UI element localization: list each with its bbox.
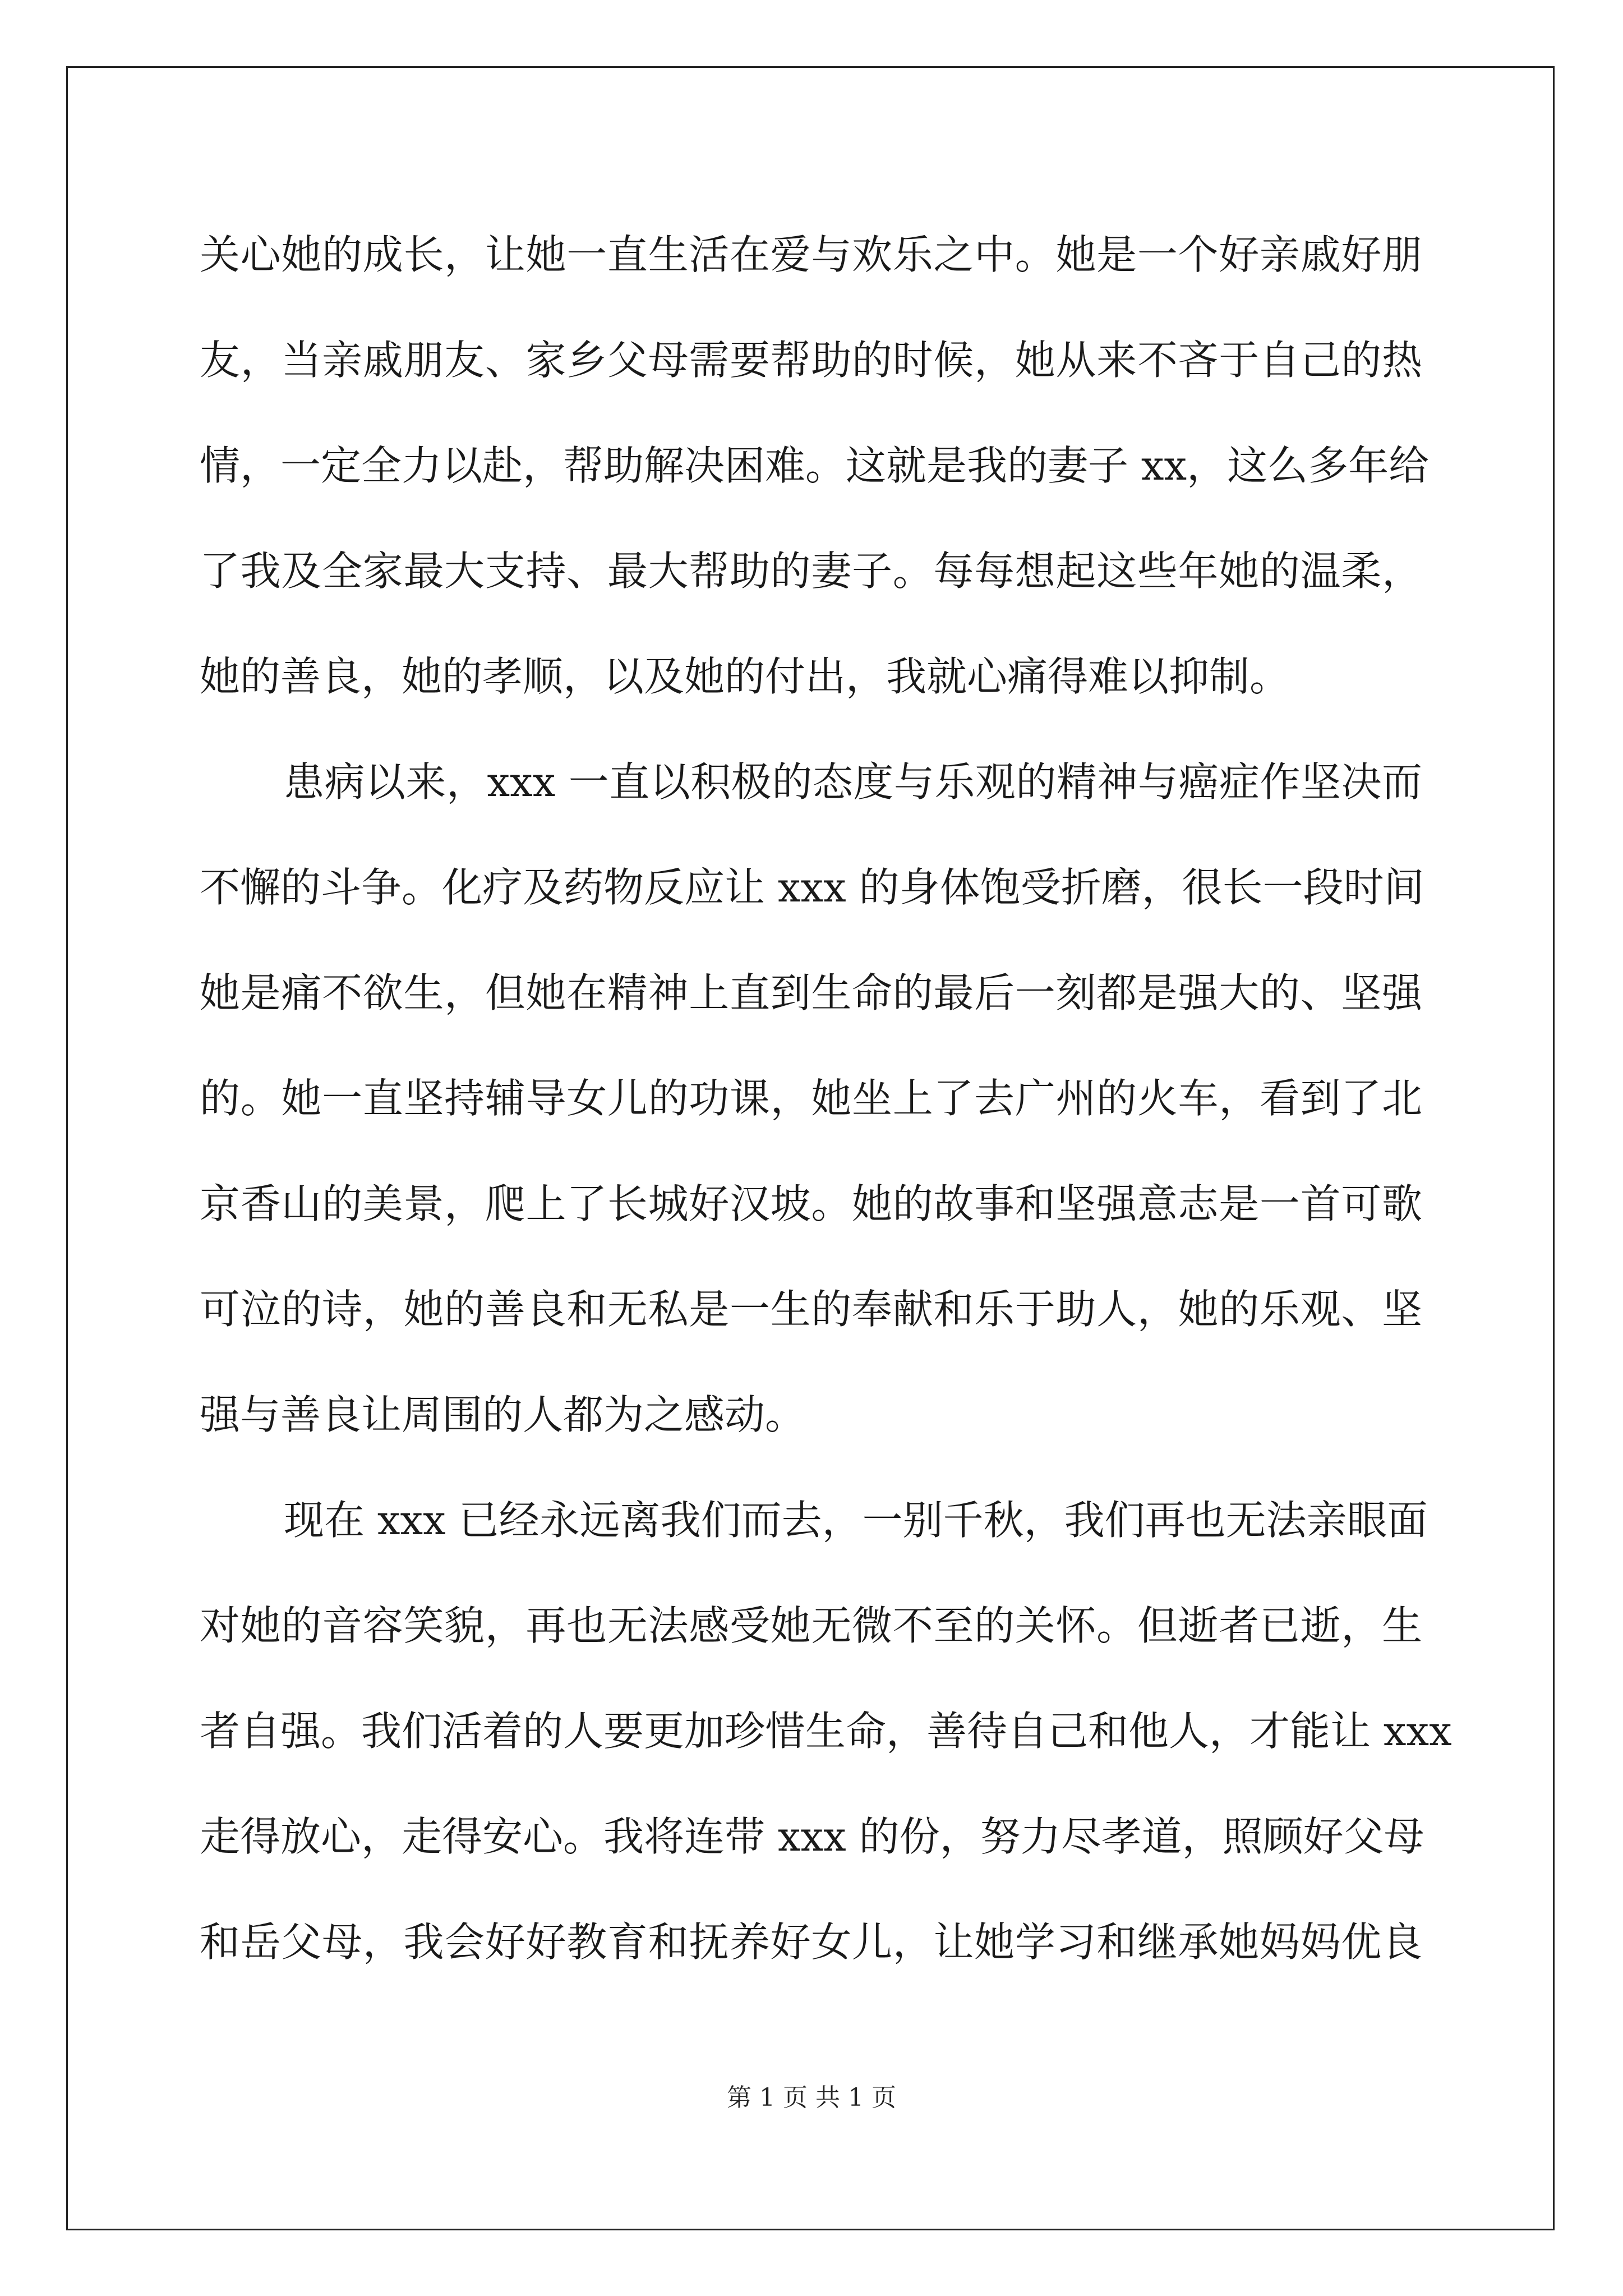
paragraph-line: 强与善良让周围的人都为之感动。 [200, 1391, 806, 1438]
paragraph-first-line: 患病以来，xxx 一直以积极的态度与乐观的精神与癌症作坚决而 [284, 758, 1422, 806]
page-number-footer: 第 1 页 共 1 页 [727, 2083, 896, 2112]
paragraph-line: 不懈的斗争。化疗及药物反应让 xxx 的身体饱受折磨，很长一段时间 [200, 864, 1424, 911]
paragraph-line: 她的善良，她的孝顺，以及她的付出，我就心痛得难以抑制。 [200, 653, 1290, 700]
document-body [200, 202, 1452, 1995]
paragraph-line: 对她的音容笑貌，再也无法感受她无微不至的关怀。但逝者已逝，生 [200, 1602, 1422, 1649]
paragraph-first-line: 现在 xxx 已经永远离我们而去，一别千秋，我们再也无法亲眼面 [284, 1497, 1428, 1544]
paragraph-line: 可泣的诗，她的善良和无私是一生的奉献和乐于助人，她的乐观、坚 [200, 1286, 1422, 1333]
paragraph-line: 她是痛不欲生，但她在精神上直到生命的最后一刻都是强大的、坚强 [200, 969, 1422, 1016]
paragraph-line: 京香山的美景，爬上了长城好汉坡。她的故事和坚强意志是一首可歌 [200, 1180, 1422, 1227]
paragraph-line: 走得放心，走得安心。我将连带 xxx 的份，努力尽孝道，照顾好父母 [200, 1813, 1424, 1860]
paragraph-line: 情，一定全力以赴，帮助解决困难。这就是我的妻子 xx，这么多年给 [200, 442, 1430, 489]
paragraph-line: 了我及全家最大支持、最大帮助的妻子。每每想起这些年她的温柔， [200, 547, 1422, 595]
paragraph-line: 和岳父母，我会好好教育和抚养好女儿，让她学习和继承她妈妈优良 [200, 1918, 1422, 1966]
paragraph-line: 关心她的成长，让她一直生活在爱与欢乐之中。她是一个好亲戚好朋 [200, 231, 1422, 278]
paragraph-line: 的。她一直坚持辅导女儿的功课，她坐上了去广州的火车，看到了北 [200, 1075, 1422, 1122]
paragraph-line: 者自强。我们活着的人要更加珍惜生命，善待自己和他人，才能让 xxx [200, 1708, 1452, 1755]
paragraph-line: 友，当亲戚朋友、家乡父母需要帮助的时候，她从来不吝于自己的热 [200, 337, 1422, 384]
